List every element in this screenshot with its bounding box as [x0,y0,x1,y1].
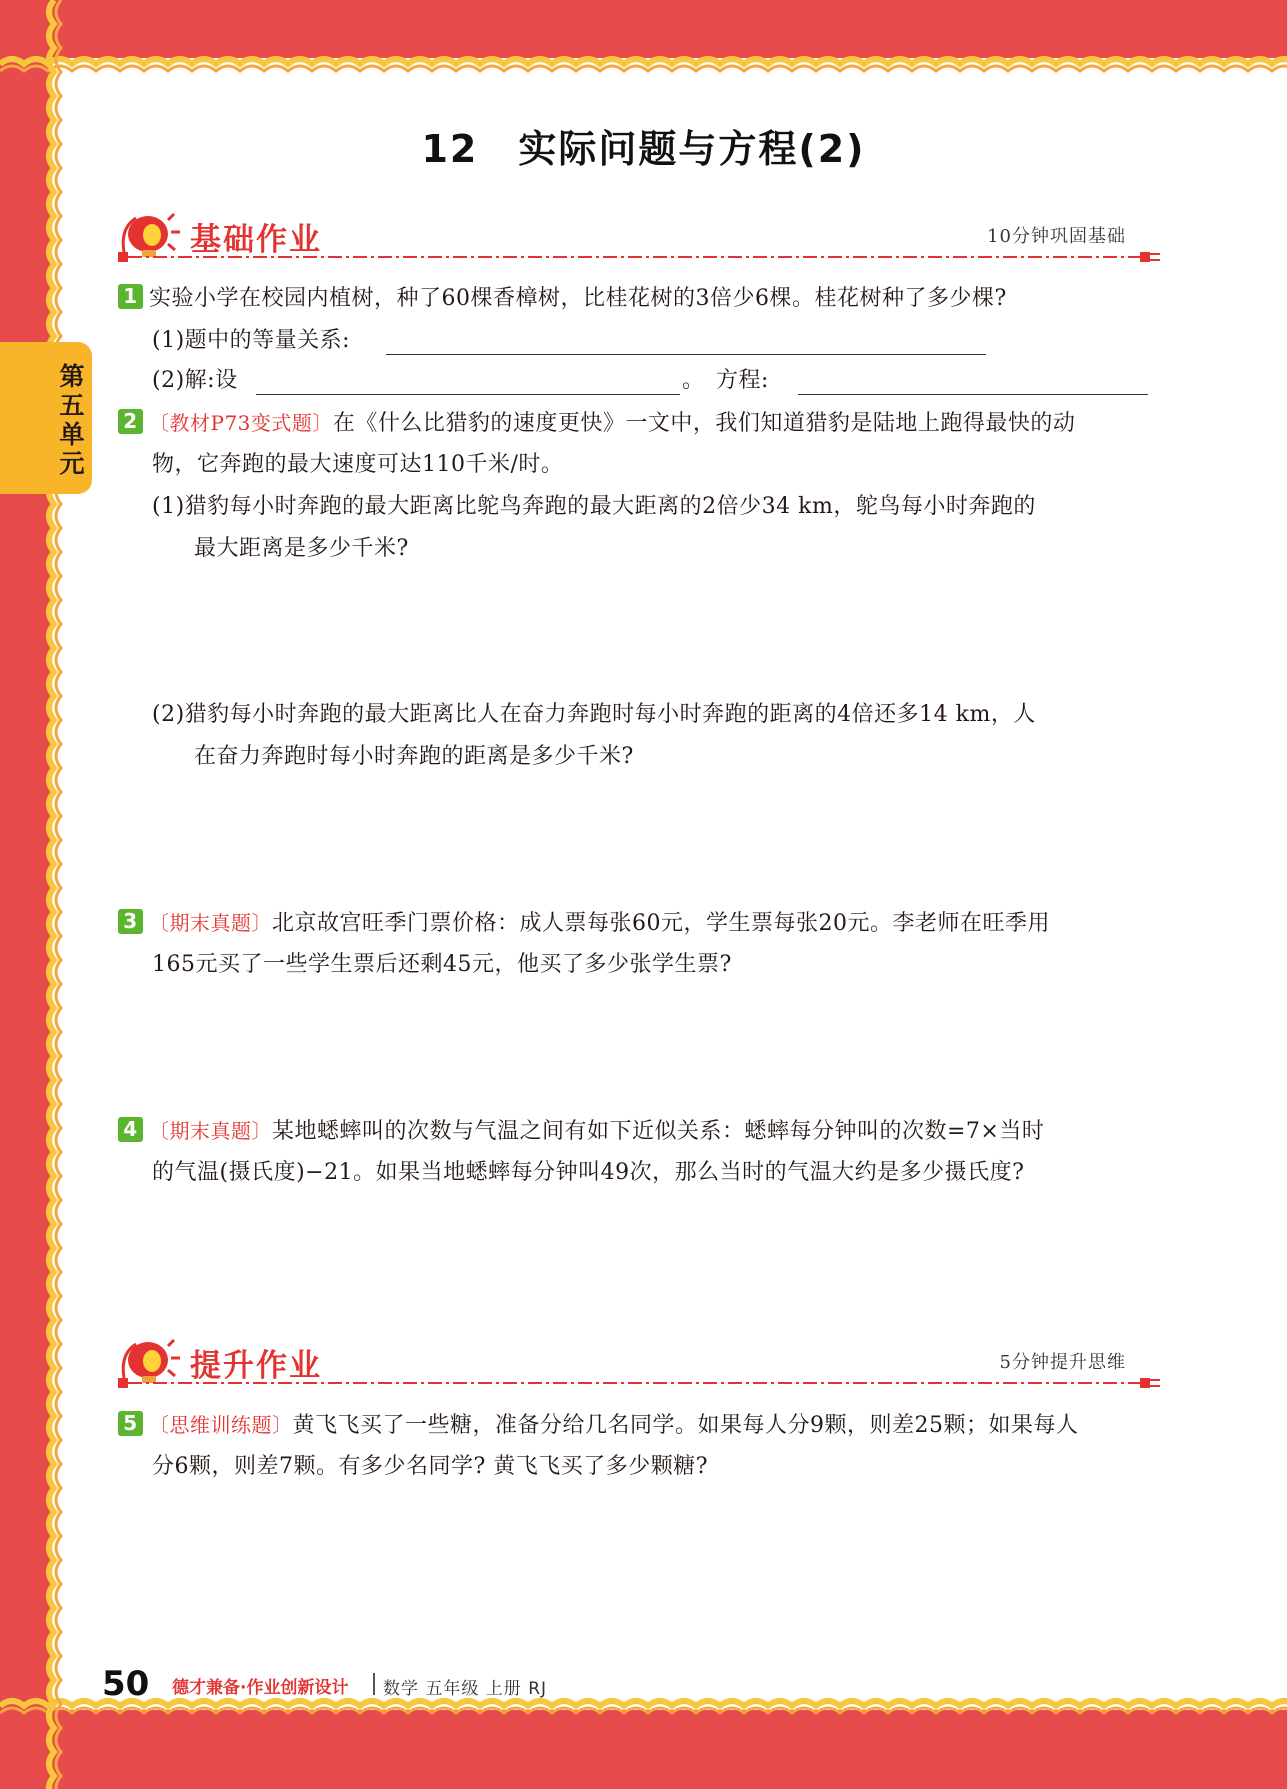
section-basic-title: 基础作业 [190,222,322,258]
question-3 [118,908,1050,939]
section-advanced-rule [118,1376,1160,1390]
question-5 [118,1410,1079,1441]
question-2 [118,408,1075,439]
top-wave-border [0,44,1287,78]
question-2-number: 2 [118,409,143,434]
page-title: 12 实际问题与方程(2) [421,127,866,171]
section-basic-header [118,208,1160,268]
question-2-part-2-b: 在奋力奔跑时每小时奔跑的距离是多少千米? [194,744,634,769]
bottom-wave-border [0,1694,1287,1728]
question-4-number: 4 [118,1117,143,1142]
question-5-number: 5 [118,1411,143,1436]
question-4 [118,1116,1044,1147]
left-wave-border [40,0,74,1789]
question-2-text-a: 在《什么比猎豹的速度更快》一文中，我们知道猎豹是陆地上跑得最快的动 [332,411,1076,436]
answer-blank-equation[interactable] [798,394,1148,395]
answer-blank-relation[interactable] [386,354,986,355]
question-1-number: 1 [118,284,143,309]
question-1 [118,284,1007,314]
answer-blank-let[interactable] [256,394,680,395]
question-3-number: 3 [118,909,143,934]
question-2-part-2-a: (2)猎豹每小时奔跑的最大距离比人在奋力奔跑时每小时奔跑的距离的4倍还多14 km，人 [152,702,1036,727]
question-1-part-2-let: (2)解:设 [152,368,238,393]
question-2-text-b: 物，它奔跑的最大速度可达110千米/时。 [152,452,564,477]
question-5-tag: 〔思维训练题〕 [149,1413,293,1437]
question-2-tag: 〔教材P73变式题〕 [149,411,333,435]
footer-book-info: 数学 五年级 上册 RJ [383,1679,548,1699]
section-basic-rule [118,250,1160,264]
question-2-part-1-b: 最大距离是多少千米? [194,536,409,561]
unit-tab-label: 第五单元 [59,362,85,478]
question-2-part-1-a: (1)猎豹每小时奔跑的最大距离比鸵鸟奔跑的最大距离的2倍少34 km，鸵鸟每小时奔跑的 [152,494,1036,519]
question-4-tag: 〔期末真题〕 [149,1119,272,1143]
question-5-text-b: 分6颗，则差7颗。有多少名同学? 黄飞飞买了多少颗糖? [152,1454,709,1479]
section-advanced-title: 提升作业 [190,1348,322,1384]
footer-brand: 德才兼备·作业创新设计 [172,1678,349,1698]
section-advanced-header [118,1334,1160,1394]
question-1-text: 实验小学在校园内植树，种了60棵香樟树，比桂花树的3倍少6棵。桂花树种了多少棵? [149,286,1007,311]
section-basic-subtitle: 10分钟巩固基础 [987,226,1126,247]
question-1-part-1: (1)题中的等量关系: [152,328,351,353]
question-1-part-2-equation: 。 方程: [682,368,769,393]
question-3-text-b: 165元买了一些学生票后还剩45元，他买了多少张学生票? [152,952,732,977]
footer-divider [373,1673,375,1695]
question-3-text-a: 北京故宫旺季门票价格：成人票每张60元，学生票每张20元。李老师在旺季用 [272,911,1050,936]
question-4-text-a: 某地蟋蟀叫的次数与气温之间有如下近似关系：蟋蟀每分钟叫的次数=7×当时 [272,1119,1045,1144]
question-3-tag: 〔期末真题〕 [149,911,272,935]
question-4-text-b: 的气温(摄氏度)−21。如果当地蟋蟀每分钟叫49次，那么当时的气温大约是多少摄氏度? [152,1160,1025,1185]
page-number: 50 [102,1664,150,1704]
question-5-text-a: 黄飞飞买了一些糖，准备分给几名同学。如果每人分9颗，则差25颗；如果每人 [292,1413,1079,1438]
section-advanced-subtitle: 5分钟提升思维 [999,1352,1126,1373]
